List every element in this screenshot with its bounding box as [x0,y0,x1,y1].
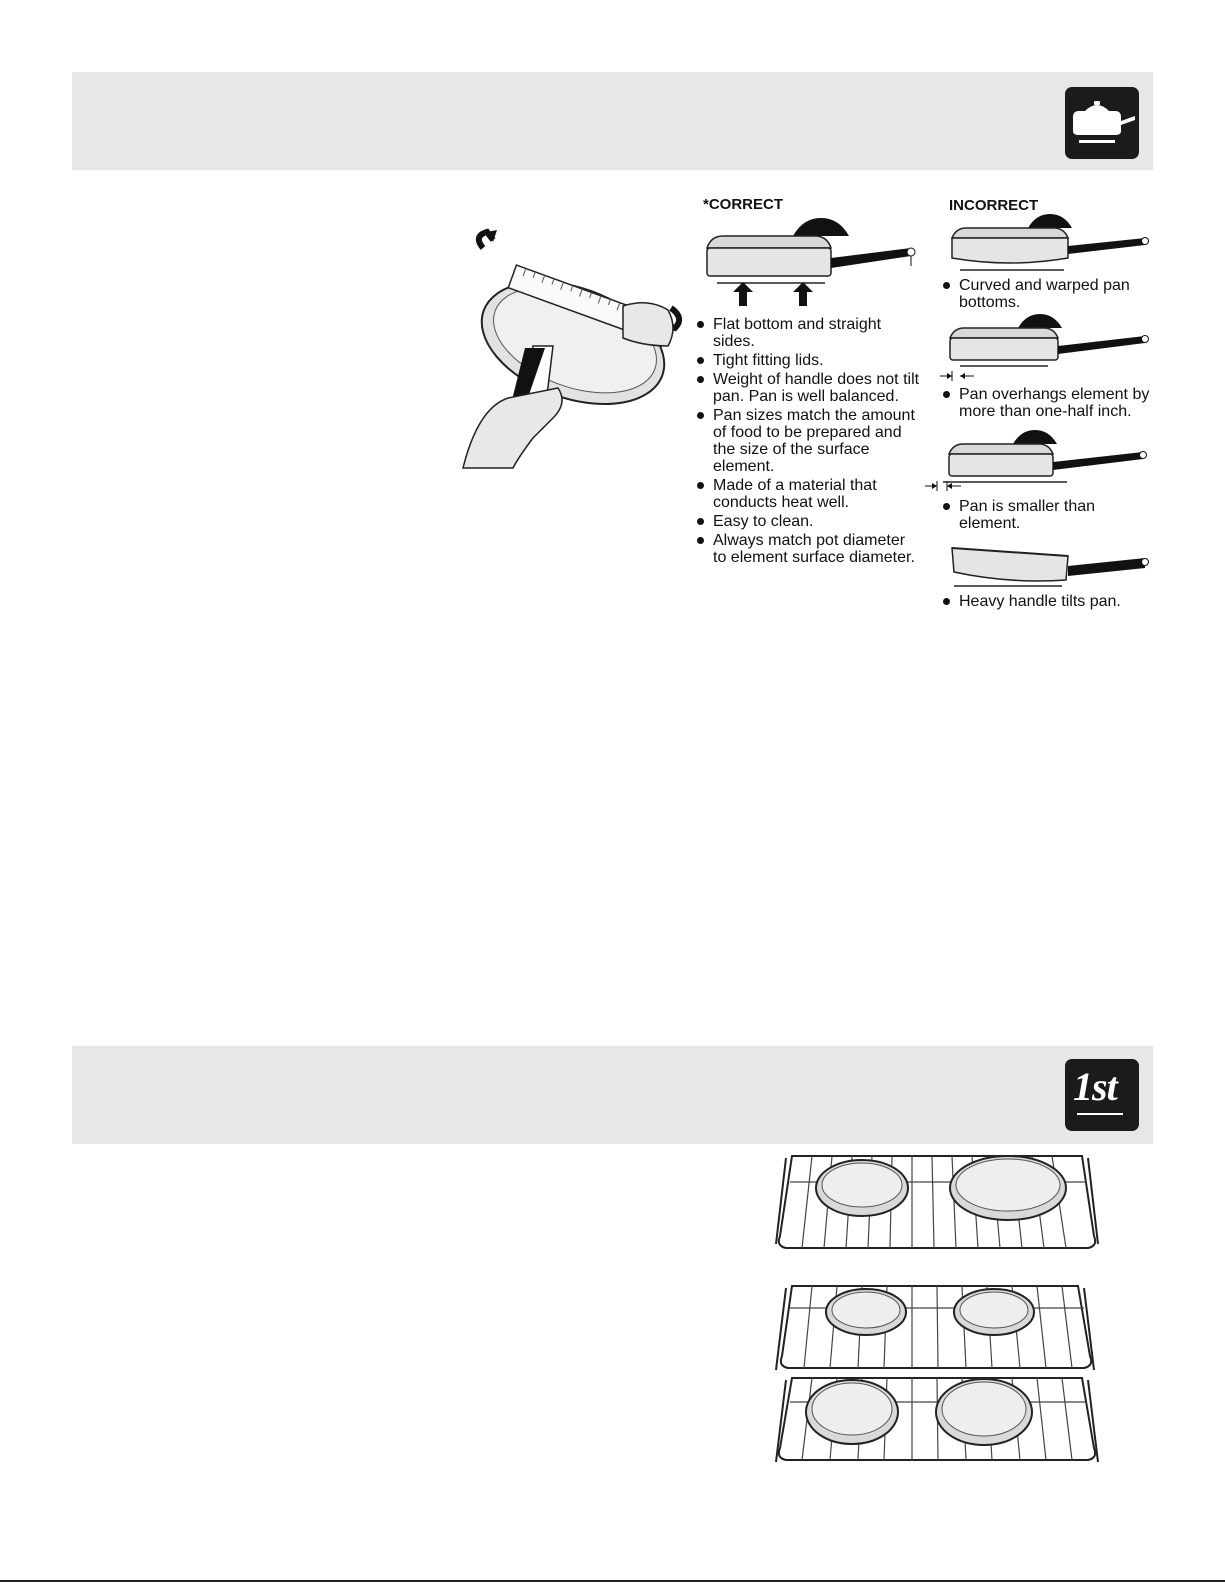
incorrect-heading: INCORRECT [949,197,1039,214]
list-item: Flat bottom and straight sides. [696,316,921,350]
list-item: Easy to clean. [696,513,921,530]
correct-heading: *CORRECT [703,196,784,213]
correct-pan-illustration [703,218,928,308]
incorrect-item-small: Pan is smaller than element. [942,498,1159,532]
section-header-band-baking [72,1046,1153,1144]
list-item: Always match pot diameter to element surface diameter. [696,532,921,566]
incorrect-item-overhang: Pan overhangs element by more than one-half inch. [942,386,1184,420]
small-pan-illustration [935,430,1165,490]
saucepan-icon [1065,87,1139,159]
first-step-icon-text: 1st [1073,1064,1117,1109]
badge-underline [1077,1113,1123,1115]
list-item: Made of a material that conducts heat well. [696,477,921,511]
incorrect-item-warped: Curved and warped pan bottoms. [942,277,1159,311]
incorrect-item-handle: Heavy handle tilts pan. [942,593,1159,610]
list-item: Tight fitting lids. [696,352,921,369]
warped-pan-illustration [950,214,1170,274]
oven-rack-two-pans-illustration [772,1152,1102,1262]
page-bottom-rule [0,1580,1225,1582]
overhang-pan-illustration [940,314,1160,374]
correct-list [696,316,921,568]
first-step-icon [1065,1059,1139,1131]
list-item: Weight of handle does not tilt pan. Pan is well balanced. [696,371,921,405]
list-item: Pan sizes match the amount of food to be prepared and the size of the surface element. [696,407,921,475]
tilted-pan-illustration [950,546,1170,596]
section-header-band-cookware [72,72,1153,170]
ruler-check-illustration [463,228,703,478]
oven-two-racks-four-pans-illustration [772,1282,1102,1472]
